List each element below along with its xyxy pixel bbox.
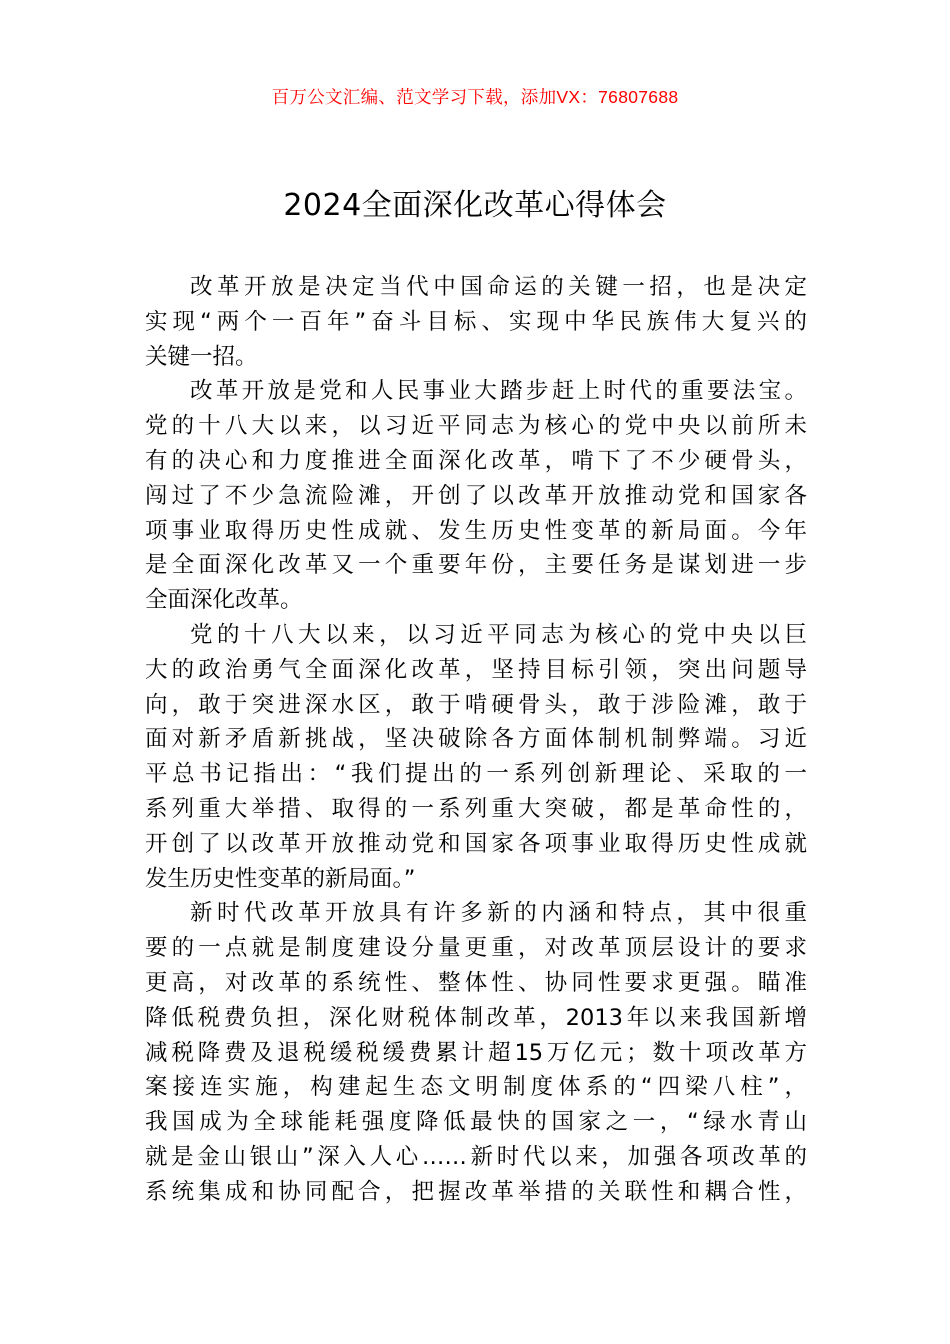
body-line: 党的十八大以来，以习近平同志为核心的党中央以前所未 [145, 413, 807, 440]
body-line: 改革开放是决定当代中国命运的关键一招，也是决定 [190, 274, 807, 300]
body-line: 平总书记指出：“我们提出的一系列创新理论、采取的一 [145, 761, 807, 788]
body-line: 改革开放是党和人民事业大踏步赶上时代的重要法宝。 [190, 378, 807, 405]
body-line: 大的政治勇气全面深化改革，坚持目标引领，突出问题导 [145, 656, 807, 683]
body-line: 案接连实施，构建起生态文明制度体系的“四梁八柱”， [145, 1074, 807, 1101]
document-body [145, 270, 807, 1210]
body-line: 新时代改革开放具有许多新的内涵和特点，其中很重 [190, 900, 807, 927]
body-line: 党的十八大以来，以习近平同志为核心的党中央以巨 [190, 621, 807, 648]
body-line: 项事业取得历史性成就、发生历史性变革的新局面。今年 [145, 517, 807, 544]
body-line: 向，敢于突进深水区，敢于啃硬骨头，敢于涉险滩，敢于 [145, 691, 807, 718]
body-line: 系列重大举措、取得的一系列重大突破，都是革命性的， [145, 795, 807, 822]
body-line: 实现“两个一百年”奋斗目标、实现中华民族伟大复兴的 [145, 308, 807, 335]
body-line: 面对新矛盾新挑战，坚决破除各方面体制机制弊端。习近 [145, 726, 807, 753]
body-line: 更高，对改革的系统性、整体性、协同性要求更强。瞄准 [145, 969, 807, 996]
body-line: 开创了以改革开放推动党和国家各项事业取得历史性成就 [145, 830, 807, 857]
body-line: 有的决心和力度推进全面深化改革，啃下了不少硬骨头， [145, 447, 807, 474]
body-line: 减税降费及退税缓税缓费累计超15万亿元；数十项改革方 [145, 1039, 807, 1066]
body-line: 就是金山银山”深入人心……新时代以来，加强各项改革的 [145, 1143, 807, 1170]
body-line: 降低税费负担，深化财税体制改革，2013年以来我国新增 [145, 1004, 807, 1031]
body-line: 关键一招。 [145, 343, 258, 370]
body-line: 是全面深化改革又一个重要年份，主要任务是谋划进一步 [145, 552, 807, 579]
body-line: 发生历史性变革的新局面。” [145, 865, 416, 892]
page-title: 2024全面深化改革心得体会 [283, 188, 667, 223]
body-line: 系统集成和协同配合，把握改革举措的关联性和耦合性， [145, 1178, 807, 1205]
body-line: 要的一点就是制度建设分量更重，对改革顶层设计的要求 [145, 935, 807, 962]
body-line: 全面深化改革。 [145, 587, 303, 614]
body-line: 我国成为全球能耗强度降低最快的国家之一，“绿水青山 [145, 1109, 807, 1136]
body-line: 闯过了不少急流险滩，开创了以改革开放推动党和国家各 [145, 482, 807, 509]
header-note: 百万公文汇编、范文学习下载，添加VX：76807688 [271, 87, 679, 107]
